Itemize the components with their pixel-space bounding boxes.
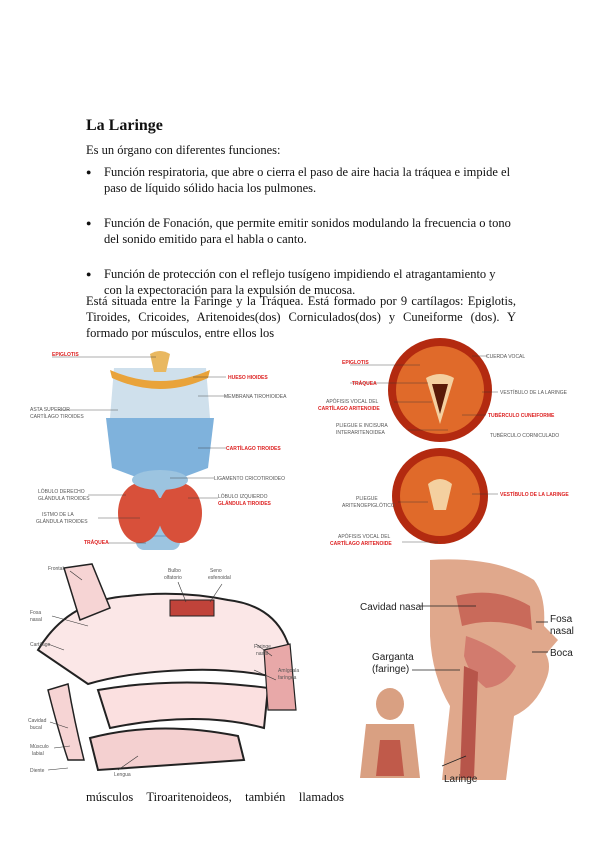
label-asta: ASTA SUPERIOR <box>30 407 70 413</box>
label-lobulo-derecho-2: GLÁNDULA TIROIDES <box>38 496 90 502</box>
page-title: La Laringe <box>86 117 163 134</box>
label-frontal: Frontal <box>48 566 64 572</box>
label-cartilago-tiroides: CARTÍLAGO TIROIDES <box>226 446 281 452</box>
label-seno-2: esfenoidal <box>208 575 231 581</box>
label-fosa-nasal: Fosa <box>550 614 573 625</box>
label-lengua: Lengua <box>114 772 131 778</box>
label-membrana: MEMBRANA TIROHIOIDEA <box>224 394 287 400</box>
label-istmo-2: GLÁNDULA TIROIDES <box>36 519 88 525</box>
label-apofisis-b: APÓFISIS VOCAL DEL <box>338 534 391 540</box>
label-fosa-nasal-2: nasal <box>550 626 574 637</box>
label-diente: Diente <box>30 768 45 774</box>
label-lobulo-derecho: LÓBULO DERECHO <box>38 489 85 495</box>
label-faringe: Faringe <box>254 644 271 650</box>
label-lobulo-izquierdo-2: GLÁNDULA TIROIDES <box>218 501 271 507</box>
label-hueso-hioides: HUESO HIOIDES <box>228 375 268 381</box>
label-pliegue-ari-2: ARITENOEPIGLÓTICO <box>342 503 395 509</box>
label-apofisis: APÓFISIS VOCAL DEL <box>326 399 379 405</box>
label-traquea: TRÁQUEA <box>84 540 109 546</box>
label-asta-2: CARTÍLAGO TIROIDES <box>30 414 84 420</box>
label-vestibulo: VESTÍBULO DE LA LARINGE <box>500 390 567 396</box>
label-bulbo-2: olfatorio <box>164 575 182 581</box>
label-epiglotis-2: EPIGLOTIS <box>342 360 369 366</box>
body-paragraph: Está situada entre la Faringe y la Tráquea. Está formado por 9 cartílagos: Epiglotis, Tiroides, Cricoides, Aritenoides(dos) Corniculados(dos) y Cuneiforme (dos). Y formado por músculos, entre ellos los <box>86 294 516 340</box>
label-pliegue-2: INTERARITENOIDEA <box>336 430 385 436</box>
label-apofisis-b-2: CARTÍLAGO ARITENOIDE <box>330 541 392 547</box>
label-boca: Boca <box>550 648 573 659</box>
list-item: ● Función de protección con el reflejo tusígeno impidiendo el atragantamiento y con la expectoración para la expulsión de mucosa. <box>86 266 516 298</box>
label-seno: Seno <box>210 568 222 574</box>
label-bulbo: Bulbo <box>168 568 181 574</box>
label-cavidad-nasal: Cavidad nasal <box>360 602 424 613</box>
label-musculo: Músculo <box>30 744 49 750</box>
intro-text: Es un órgano con diferentes funciones: <box>86 143 281 157</box>
label-amigdala: Amígdala <box>278 668 300 674</box>
continuation-text: músculos Tiroaritenoideos, también llamados <box>86 790 344 804</box>
label-cavidad: Cavidad <box>28 718 47 724</box>
label-istmo: ISTMO DE LA <box>42 512 74 518</box>
label-pliegue: PLIEGUE E INCISURA <box>336 423 388 429</box>
larynx-laryngoscopic-figure <box>312 334 590 548</box>
label-cavidad-2: bucal <box>30 725 42 731</box>
larynx-anterior-figure <box>28 348 310 554</box>
label-amigdala-2: faríngea <box>278 675 297 681</box>
label-cartilago: Cartílago <box>30 642 51 648</box>
label-ligamento: LIGAMENTO CRICOTIROIDEO <box>214 476 286 482</box>
label-laringe: Laringe <box>444 774 478 785</box>
label-garganta: Garganta <box>372 652 414 663</box>
list-item: ● Función de Fonación, que permite emitir sonidos modulando la frecuencia o tono del sonido emitido para el habla o canto. <box>86 215 516 247</box>
label-tuberculo-corniculado: TUBÉRCULO CORNICULADO <box>490 433 560 439</box>
label-vestibulo-2: VESTÍBULO DE LA LARINGE <box>500 492 569 498</box>
airway-profile-figure <box>346 556 580 788</box>
label-tuberculo-cuneiforme: TUBÉRCULO CUNEIFORME <box>488 413 555 419</box>
label-fosa-2: nasal <box>30 617 42 623</box>
label-lobulo-izquierdo: LÓBULO IZQUIERDO <box>218 494 268 500</box>
label-faringe-paren: (faringe) <box>372 664 410 675</box>
label-faringe-2: nasal <box>256 651 268 657</box>
label-pliegue-ari: PLIEGUE <box>356 496 378 502</box>
list-item: ● Función respiratoria, que abre o cierra el paso de aire hacia la tráquea e impide el paso de líquido sólido hacia los pulmones. <box>86 164 516 196</box>
label-fosa: Fosa <box>30 610 42 616</box>
label-traquea-2: TRÁQUEA <box>352 381 377 387</box>
nasal-cavity-figure <box>28 560 332 780</box>
label-cuerda-vocal: CUERDA VOCAL <box>486 354 526 360</box>
label-musculo-2: labial <box>32 751 44 757</box>
label-apofisis-2: CARTÍLAGO ARITENOIDE <box>318 406 380 412</box>
label-epiglotis: EPIGLOTIS <box>52 352 79 358</box>
